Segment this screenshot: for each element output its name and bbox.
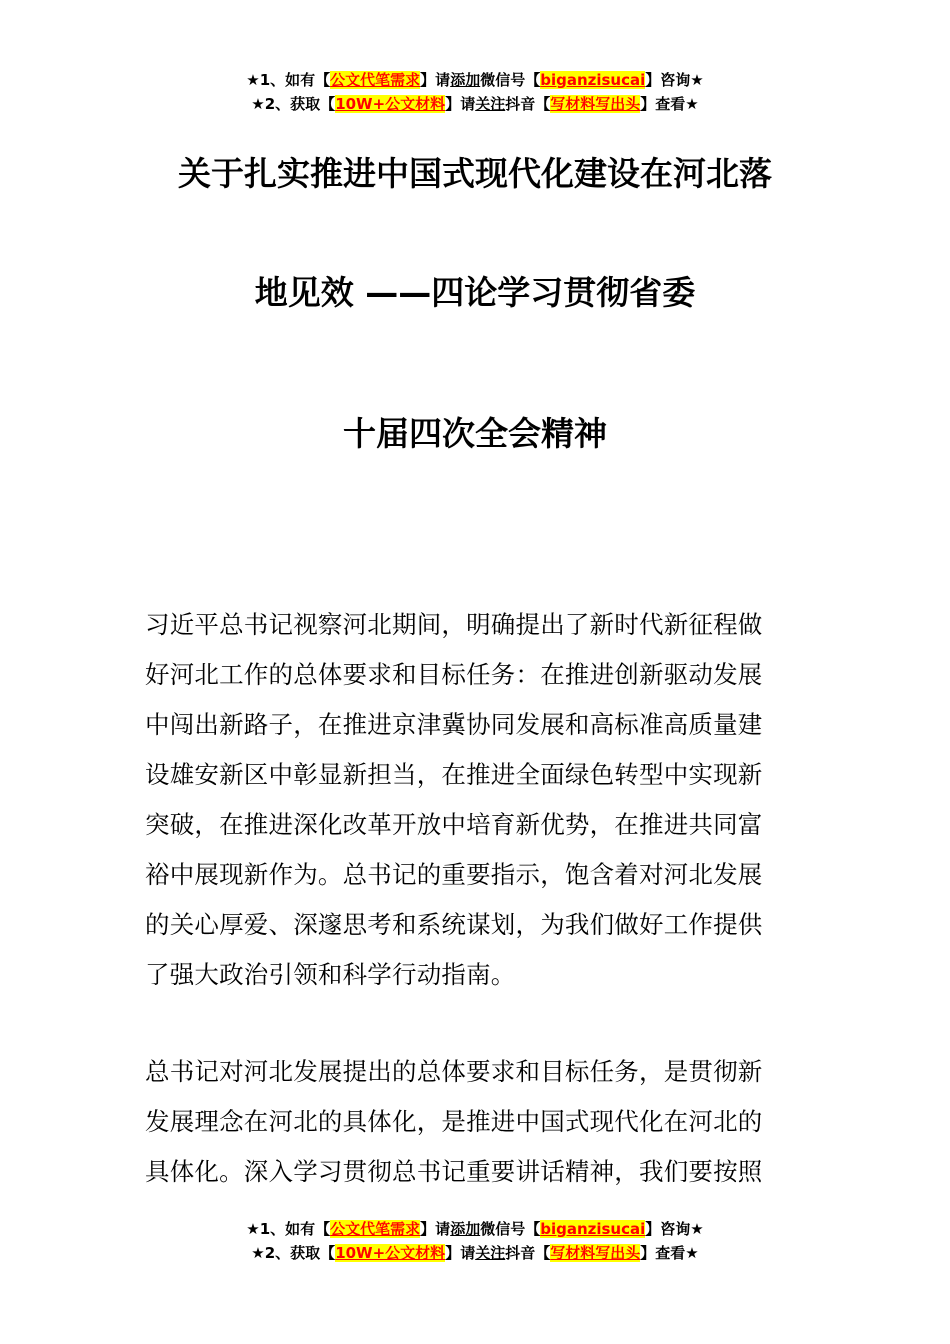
- ad-highlight-douyin-account: 写材料写出头: [550, 95, 641, 113]
- paragraph-line: 总书记对河北发展提出的总体要求和目标任务，是贯彻新: [145, 1057, 763, 1086]
- header-ad-banner: [0, 68, 950, 116]
- ad-highlight-wechat-id: biganzisucai: [540, 1220, 646, 1238]
- ad-line-2: ★2、获取【10W+公文材料】请关注抖音【写材料写出头】查看★: [251, 95, 699, 113]
- paragraph-line: 好河北工作的总体要求和目标任务：在推进创新驱动发展: [145, 660, 763, 689]
- ad-highlight-service: 公文代笔需求: [330, 1220, 421, 1238]
- paragraph-line: 习近平总书记视察河北期间，明确提出了新时代新征程做: [145, 610, 763, 639]
- paragraph-line: 的关心厚爱、深邃思考和系统谋划，为我们做好工作提供: [145, 910, 763, 939]
- paragraph-line: 中闯出新路子，在推进京津冀协同发展和高标准高质量建: [145, 710, 763, 739]
- ad-line-1: ★1、如有【公文代笔需求】请添加微信号【biganzisucai】咨询★: [246, 71, 704, 89]
- ad-highlight-materials: 10W+公文材料: [335, 1244, 446, 1262]
- paragraph-line: 设雄安新区中彰显新担当，在推进全面绿色转型中实现新: [145, 760, 763, 789]
- ad-line-2: ★2、获取【10W+公文材料】请关注抖音【写材料写出头】查看★: [251, 1244, 699, 1262]
- ad-line-1: ★1、如有【公文代笔需求】请添加微信号【biganzisucai】咨询★: [246, 1220, 704, 1238]
- ad-highlight-materials: 10W+公文材料: [335, 95, 446, 113]
- body-paragraph-2: [145, 1047, 809, 1197]
- paragraph-line: 突破，在推进深化改革开放中培育新优势，在推进共同富: [145, 810, 763, 839]
- footer-ad-banner: [0, 1217, 950, 1265]
- document-title-line-2: 地见效 ——四论学习贯彻省委: [254, 273, 696, 312]
- paragraph-line: 裕中展现新作为。总书记的重要指示，饱含着对河北发展: [145, 860, 763, 889]
- document-title-line-1: 关于扎实推进中国式现代化建设在河北落: [178, 154, 772, 193]
- ad-highlight-service: 公文代笔需求: [330, 71, 421, 89]
- body-paragraph-1: [145, 600, 809, 1000]
- paragraph-line: 发展理念在河北的具体化，是推进中国式现代化在河北的: [145, 1107, 763, 1136]
- paragraph-line: 具体化。深入学习贯彻总书记重要讲话精神，我们要按照: [145, 1157, 763, 1186]
- ad-highlight-wechat-id: biganzisucai: [540, 71, 646, 89]
- document-title-line-3: 十届四次全会精神: [343, 414, 607, 453]
- ad-highlight-douyin-account: 写材料写出头: [550, 1244, 641, 1262]
- paragraph-line: 了强大政治引领和科学行动指南。: [145, 960, 516, 989]
